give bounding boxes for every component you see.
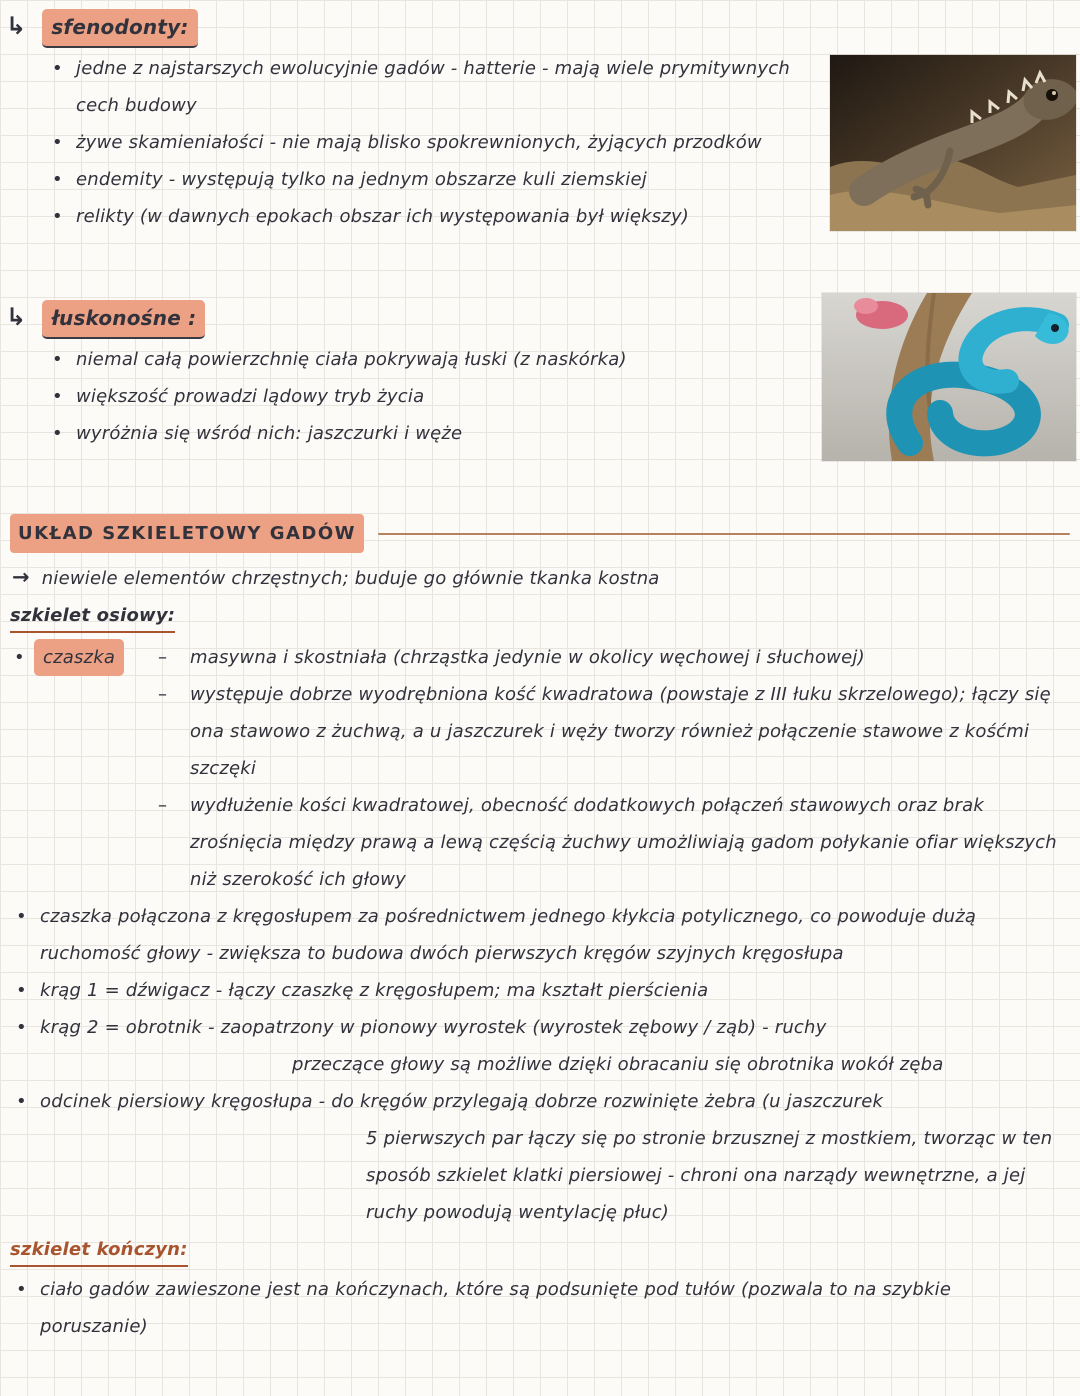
dash-item — [154, 787, 1066, 898]
dash-item-text: występuje dobrze wyodrębniona kość kwadratowa (powstaje z III łuku skrzelowego); łączy się ona stawowo z żuchwą, a u jaszczurek i węży tworzy również połączenie stawowe z kośćmi szczęki — [190, 684, 1051, 779]
bullet-text: relikty (w dawnych epokach obszar ich występowania był większy) — [76, 206, 690, 227]
bullet-polaczenie — [16, 898, 1058, 972]
dash-item — [154, 676, 1066, 787]
blue-snake-illustration — [822, 293, 1076, 461]
bullet-text-lead: odcinek piersiowy kręgosłupa - do kręgów przylegają dobrze rozwinięte żebra (u jaszczurek — [40, 1091, 884, 1112]
bullet-text: większość prowadzi lądowy tryb życia — [76, 386, 425, 407]
bullet-text: wyróżnia się wśród nich: jaszczurki i węże — [76, 423, 463, 444]
czaszka-items — [154, 639, 1066, 898]
dash-item-text: masywna i skostniała (chrząstka jedynie w okolicy węchowej i słuchowej) — [190, 647, 865, 668]
luskonosne-bullet-list — [52, 341, 792, 452]
tuatara-illustration — [830, 55, 1076, 231]
subheading-row — [0, 597, 1080, 637]
bullet-item — [52, 161, 820, 198]
bullet-krag2 — [16, 1009, 1058, 1083]
section-sfenodonty-title: sfenodonty: — [42, 9, 197, 48]
bullet-odcinek-piersiowy — [16, 1083, 1058, 1231]
section-luskonosne-title: łuskonośne : — [42, 300, 205, 339]
uklad-title: UKŁAD SZKIELETOWY GADÓW — [10, 514, 364, 553]
bullet-text: czaszka połączona z kręgosłupem za pośrednictwem jednego kłykcia potylicznego, co powoduje dużą ruchomość głowy - zwiększa to budowa dwóch pierwszych kręgów szyjnych kręgosłupa — [40, 906, 977, 964]
section-sfenodonty-heading — [6, 8, 1080, 48]
bullet-item — [52, 198, 820, 235]
bullet-konczyny — [16, 1271, 1008, 1345]
bullet-text: jedne z najstarszych ewolucyjnie gadów - hatterie - mają wiele prymitywnych cech budowy — [76, 58, 790, 116]
arrow-down-right-icon: ↳ — [6, 12, 27, 40]
bullet-dot-icon: • — [14, 647, 25, 668]
subheading-szkielet-konczyny: szkielet kończyn: — [10, 1235, 188, 1267]
bullet-text: ciało gadów zawieszone jest na kończynach, które są podsunięte pod tułów (pozwala to na szybkie poruszanie) — [40, 1279, 952, 1337]
bullet-krag1 — [16, 972, 1058, 1009]
dash-item — [154, 639, 1066, 676]
czaszka-label: czaszka — [34, 639, 124, 676]
bullet-text: krąg 1 = dźwigacz - łączy czaszkę z kręgosłupem; ma kształt pierścienia — [40, 980, 709, 1001]
tuatara-photo — [830, 55, 1076, 231]
bullet-text: endemity - występują tylko na jednym obszarze kuli ziemskiej — [76, 169, 647, 190]
heading-rule-line — [378, 533, 1070, 535]
bullet-item — [52, 378, 792, 415]
bullet-text-continuation: przeczące głowy są możliwe dzięki obracaniu się obrotnika wokół zęba — [292, 1054, 944, 1075]
uklad-intro — [12, 559, 1080, 597]
czaszka-block — [12, 639, 1080, 898]
bullet-text-lead: krąg 2 = obrotnik - zaopatrzony w pionowy wyrostek (wyrostek zębowy / ząb) - ruchy — [40, 1017, 827, 1038]
arrow-down-right-icon: ↳ — [6, 303, 27, 331]
subheading-row — [0, 1231, 1080, 1271]
section-uklad-szkieletowy — [0, 514, 1080, 1345]
bullet-text: niemal całą powierzchnię ciała pokrywają łuski (z naskórka) — [76, 349, 627, 370]
bullet-item — [52, 415, 792, 452]
uklad-heading-row — [10, 514, 1070, 553]
blue-snake-photo — [822, 293, 1076, 461]
bullet-item — [52, 124, 820, 161]
bullet-text: żywe skamieniałości - nie mają blisko spokrewnionych, żyjących przodków — [76, 132, 762, 153]
bullet-item — [52, 50, 820, 124]
dash-item-text: wydłużenie kości kwadratowej, obecność dodatkowych połączeń stawowych oraz brak zrośnięcia między prawą a lewą częścią żuchwy umożliwiają gadom połykanie ofiar większych niż szerokość ich głowy — [190, 795, 1057, 890]
bullet-text-continuation: 5 pierwszych par łączy się po stronie brzusznej z mostkiem, tworząc w ten sposób szkielet klatki piersiowej - chroni ona narządy wewnętrzne, a jej ruchy powodują wentylację płuc) — [366, 1128, 1053, 1223]
sfenodonty-bullet-list — [52, 50, 820, 235]
bullet-item — [52, 341, 792, 378]
intro-text: niewiele elementów chrzęstnych; buduje go głównie tkanka kostna — [41, 568, 660, 589]
arrow-right-icon: → — [12, 565, 30, 589]
subheading-szkielet-osiowy: szkielet osiowy: — [10, 601, 175, 633]
